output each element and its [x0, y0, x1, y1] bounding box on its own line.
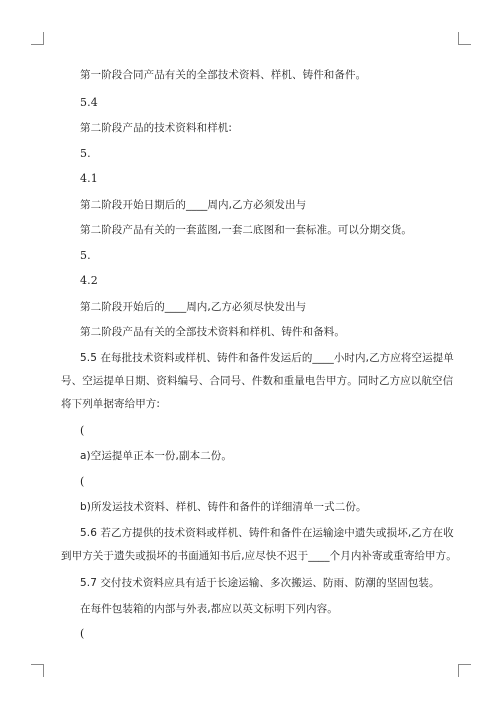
crop-mark-top-right [458, 32, 471, 45]
list-marker: ( [80, 475, 85, 488]
section-number: 4.1 [80, 172, 98, 185]
paragraph-line: 第二阶段产品有关的全部技术资料和样机、铸件和备料。 [80, 326, 345, 338]
list-item: a)空运提单正本一份,副本二份。 [80, 450, 232, 462]
paragraph-line: 号、空运提单日期、资料编号、合同号、件数和重量电告甲方。同时乙方应以航空信 [61, 375, 454, 387]
paragraph-line: 第二阶段开始日期后的____周内,乙方必须发出与 [80, 199, 307, 211]
crop-mark-bottom-left [31, 664, 44, 677]
paragraph-line: 5.6 若乙方提供的技术资料或样机、铸件和备件在运输途中遗失或损坏,乙方在收 [80, 527, 454, 539]
paragraph-line: 第二阶段产品有关的一套蓝图,一套二底图和一套标准。可以分期交货。 [80, 224, 413, 236]
paragraph-line: 第二阶段开始后的____周内,乙方必须尽快发出与 [80, 301, 307, 313]
section-number: 5. [80, 249, 91, 262]
paragraph-line: 5.7 交付技术资料应具有适于长途运输、多次搬运、防雨、防潮的坚固包装。 [80, 577, 440, 589]
crop-mark-bottom-right [458, 664, 471, 677]
paragraph-line: 在每件包装箱的内部与外表,都应以英文标明下列内容。 [80, 603, 338, 615]
paragraph-line: 到甲方关于遗失或损坏的书面通知书后,应尽快不迟于____个月内补寄或重寄给甲方。 [61, 550, 457, 562]
paragraph-line: 第一阶段合同产品有关的全部技术资料、样机、铸件和备件。 [80, 69, 367, 81]
crop-mark-top-left [31, 32, 44, 45]
list-marker: ( [80, 627, 85, 640]
section-number: 4.2 [80, 274, 98, 287]
section-heading: 第二阶段产品的技术资料和样机: [80, 122, 233, 134]
list-marker: ( [80, 424, 85, 437]
list-item: b)所发运技术资料、样机、铸件和备件的详细清单一式二份。 [80, 501, 367, 513]
section-number: 5. [80, 147, 91, 160]
section-number: 5.4 [80, 96, 98, 109]
paragraph-line: 将下列单据寄给甲方: [61, 398, 161, 410]
paragraph-line: 5.5 在每批技术资料或样机、铸件和备件发运后的____小时内,乙方应将空运提单 [80, 352, 454, 364]
